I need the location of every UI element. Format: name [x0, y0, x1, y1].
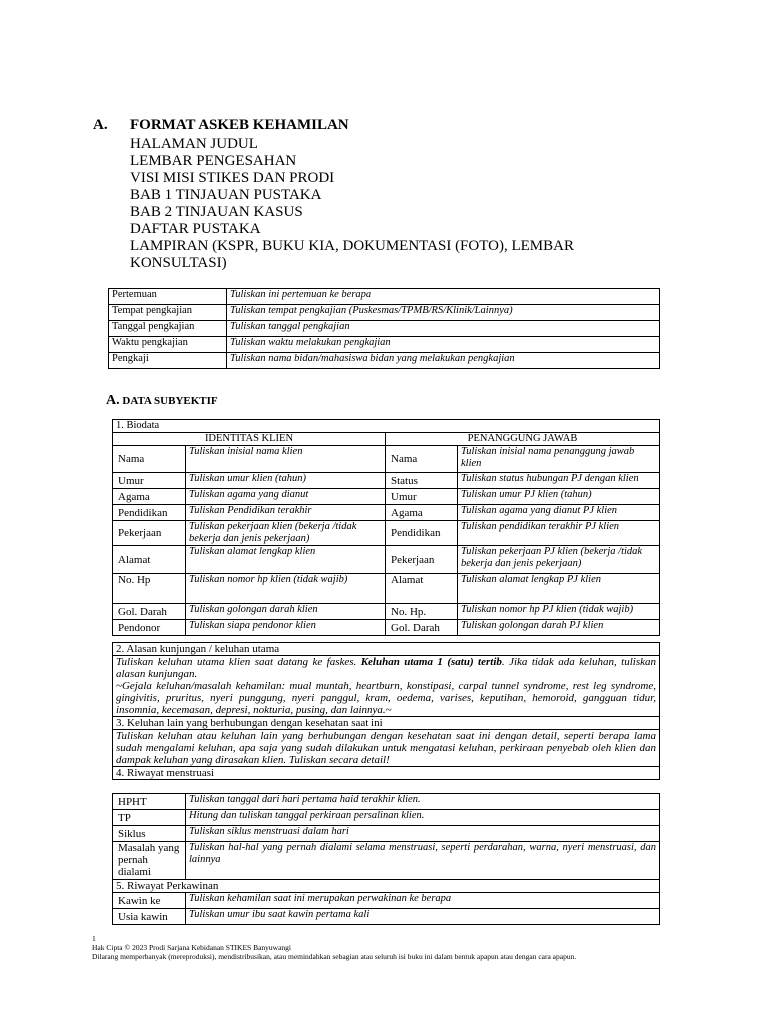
biodata-value: Tuliskan siapa pendonor klien: [186, 620, 386, 636]
perkawinan-label: Kawin ke: [113, 893, 186, 909]
biodata-label: Nama: [113, 446, 186, 473]
keluhan-lain-title: 3. Keluhan lain yang berhubungan dengan kesehatan saat ini: [113, 717, 660, 730]
biodata-label: Gol. Darah: [386, 620, 458, 636]
menstruasi-label: HPHT: [113, 794, 186, 810]
biodata-value: Tuliskan Pendidikan terakhir: [186, 505, 386, 521]
biodata-label: Pendidikan: [386, 521, 458, 546]
biodata-value: Tuliskan alamat lengkap PJ klien: [458, 574, 660, 604]
biodata-label: Pendidikan: [113, 505, 186, 521]
biodata-label: Umur: [386, 489, 458, 505]
perkawinan-value: Tuliskan umur ibu saat kawin pertama kali: [186, 909, 660, 925]
biodata-label: Pendonor: [113, 620, 186, 636]
meta-label: Pertemuan: [109, 289, 227, 305]
menstruasi-value: Hitung dan tuliskan tanggal perkiraan persalinan klien.: [186, 810, 660, 826]
biodata-value: Tuliskan agama yang dianut PJ klien: [458, 505, 660, 521]
footer: [92, 934, 576, 961]
biodata-value: Tuliskan inisial nama penanggung jawab klien: [458, 446, 660, 473]
meta-value: Tuliskan ini pertemuan ke berapa: [227, 289, 660, 305]
biodata-label: Nama: [386, 446, 458, 473]
biodata-value: Tuliskan golongan darah PJ klien: [458, 620, 660, 636]
heading-letter: A.: [93, 117, 108, 133]
biodata-label: Umur: [113, 473, 186, 489]
biodata-value: Tuliskan umur klien (tahun): [186, 473, 386, 489]
identitas-klien-header: IDENTITAS KLIEN: [113, 433, 386, 446]
biodata-value: Tuliskan golongan darah klien: [186, 604, 386, 620]
menstruasi-value: Tuliskan siklus menstruasi dalam hari: [186, 826, 660, 842]
menstruasi-label: TP: [113, 810, 186, 826]
biodata-label: Status: [386, 473, 458, 489]
perkawinan-label: Usia kawin: [113, 909, 186, 925]
biodata-value: Tuliskan pekerjaan PJ klien (bekerja /tidak bekerja dan jenis pekerjaan): [458, 546, 660, 574]
copyright-notice: Dilarang memperbanyak (mereproduksi), mendistribusikan, atau memindahkan sebagian atau seluruh isi buku ini dalam bentuk apapun atau dengan cara apapun.: [92, 952, 577, 961]
contents-item: LEMBAR PENGESAHAN: [130, 153, 297, 169]
menstruasi-label: Siklus: [113, 826, 186, 842]
biodata-label: Agama: [113, 489, 186, 505]
menstruasi-table: [112, 793, 660, 925]
contents-list: [130, 136, 650, 272]
biodata-value: Tuliskan agama yang dianut: [186, 489, 386, 505]
penanggung-jawab-header: PENANGGUNG JAWAB: [386, 433, 660, 446]
meta-label: Waktu pengkajian: [109, 337, 227, 353]
biodata-label: Alamat: [386, 574, 458, 604]
meta-value: Tuliskan waktu melakukan pengkajian: [227, 337, 660, 353]
keluhan-text-bold: Keluhan utama 1 (satu) tertib: [360, 656, 502, 668]
meta-label: Tempat pengkajian: [109, 305, 227, 321]
meta-value: Tuliskan tanggal pengkajian: [227, 321, 660, 337]
biodata-label: Alamat: [113, 546, 186, 574]
menstruasi-value: Tuliskan tanggal dari hari pertama haid terakhir klien.: [186, 794, 660, 810]
biodata-label: Pekerjaan: [113, 521, 186, 546]
meta-value: Tuliskan tempat pengkajian (Puskesmas/TPMB/RS/Klinik/Lainnya): [227, 305, 660, 321]
menstruasi-value: Tuliskan hal-hal yang pernah dialami selama menstruasi, seperti perdarahan, warna, nyeri menstruasi, dan lainnya: [186, 842, 660, 880]
perkawinan-title: 5. Riwayat Perkawinan: [113, 880, 660, 893]
meta-label: Pengkaji: [109, 353, 227, 369]
biodata-label: No. Hp: [113, 574, 186, 604]
meta-value: Tuliskan nama bidan/mahasiswa bidan yang melakukan pengkajian: [227, 353, 660, 369]
perkawinan-value: Tuliskan kehamilan saat ini merupakan perwakinan ke berapa: [186, 893, 660, 909]
heading-title: FORMAT ASKEB KEHAMILAN: [130, 117, 349, 133]
keluhan-lain-text: Tuliskan keluhan atau keluhan lain yang berhubungan dengan kesehatan saat ini dengan detail, seperti berapa lama sudah mengalami keluhan, apa saja yang sudah dilakukan untuk mengatasi keluhan, perkiraan penyebab oleh klien dan dampak keluhan yang dirasakan klien. Tuliskan secara detail!: [113, 730, 660, 767]
menstruasi-label: Masalah yang pernah dialami: [113, 842, 186, 880]
copyright-text: Hak Cipta © 2023 Prodi Sarjana Kebidanan STIKES Banyuwangi: [92, 943, 291, 952]
keluhan-text-c: ~Gejala keluhan/masalah kehamilan: mual muntah, heartburn, konstipasi, carpal tunnel syndrome, rest leg syndrome, gingivitis, pruritus, nyeri punggung, nyeri panggul, kram, oedema, varises, keputihan, hemoroid, gangguan tidur, insomnia, kecemasan, depresi, nokturia, pusing, dan lainnya.~: [116, 680, 656, 716]
biodata-label: Agama: [386, 505, 458, 521]
biodata-label: Gol. Darah: [113, 604, 186, 620]
biodata-table: [112, 419, 660, 636]
keluhan-title: 2. Alasan kunjungan / keluhan utama: [113, 643, 660, 656]
menstruasi-title: 4. Riwayat menstruasi: [113, 767, 660, 780]
biodata-value: Tuliskan pekerjaan klien (bekerja /tidak bekerja dan jenis pekerjaan): [186, 521, 386, 546]
keluhan-text-a: Tuliskan keluhan utama klien saat datang ke faskes.: [116, 656, 361, 668]
meta-label: Tanggal pengkajian: [109, 321, 227, 337]
biodata-value: Tuliskan umur PJ klien (tahun): [458, 489, 660, 505]
contents-item: BAB 2 TINJAUAN KASUS: [130, 204, 303, 220]
biodata-value: Tuliskan status hubungan PJ dengan klien: [458, 473, 660, 489]
biodata-value: Tuliskan nomor hp klien (tidak wajib): [186, 574, 386, 604]
page-number: 1: [92, 934, 96, 943]
contents-item: VISI MISI STIKES DAN PRODI: [130, 170, 335, 186]
contents-item: DAFTAR PUSTAKA: [130, 221, 261, 237]
section-letter: A.: [106, 393, 120, 408]
biodata-title: 1. Biodata: [113, 420, 660, 433]
biodata-value: Tuliskan nomor hp PJ klien (tidak wajib): [458, 604, 660, 620]
section-title: DATA SUBYEKTIF: [122, 395, 218, 407]
biodata-label: Pekerjaan: [386, 546, 458, 574]
keluhan-text-b: . Jika tidak ada keluhan, tuliskan alasan kunjungan.: [116, 656, 656, 680]
biodata-value: Tuliskan pendidikan terakhir PJ klien: [458, 521, 660, 546]
contents-item: BAB 1 TINJAUAN PUSTAKA: [130, 187, 322, 203]
keluhan-table: [112, 642, 660, 780]
meta-table: [108, 288, 660, 369]
biodata-label: No. Hp.: [386, 604, 458, 620]
contents-item: LAMPIRAN (KSPR, BUKU KIA, DOKUMENTASI (FOTO), LEMBAR KONSULTASI): [130, 238, 574, 271]
section-heading: [106, 393, 218, 409]
biodata-value: Tuliskan inisial nama klien: [186, 446, 386, 473]
biodata-value: Tuliskan alamat lengkap klien: [186, 546, 386, 574]
contents-item: HALAMAN JUDUL: [130, 136, 258, 152]
keluhan-text: [113, 656, 660, 717]
